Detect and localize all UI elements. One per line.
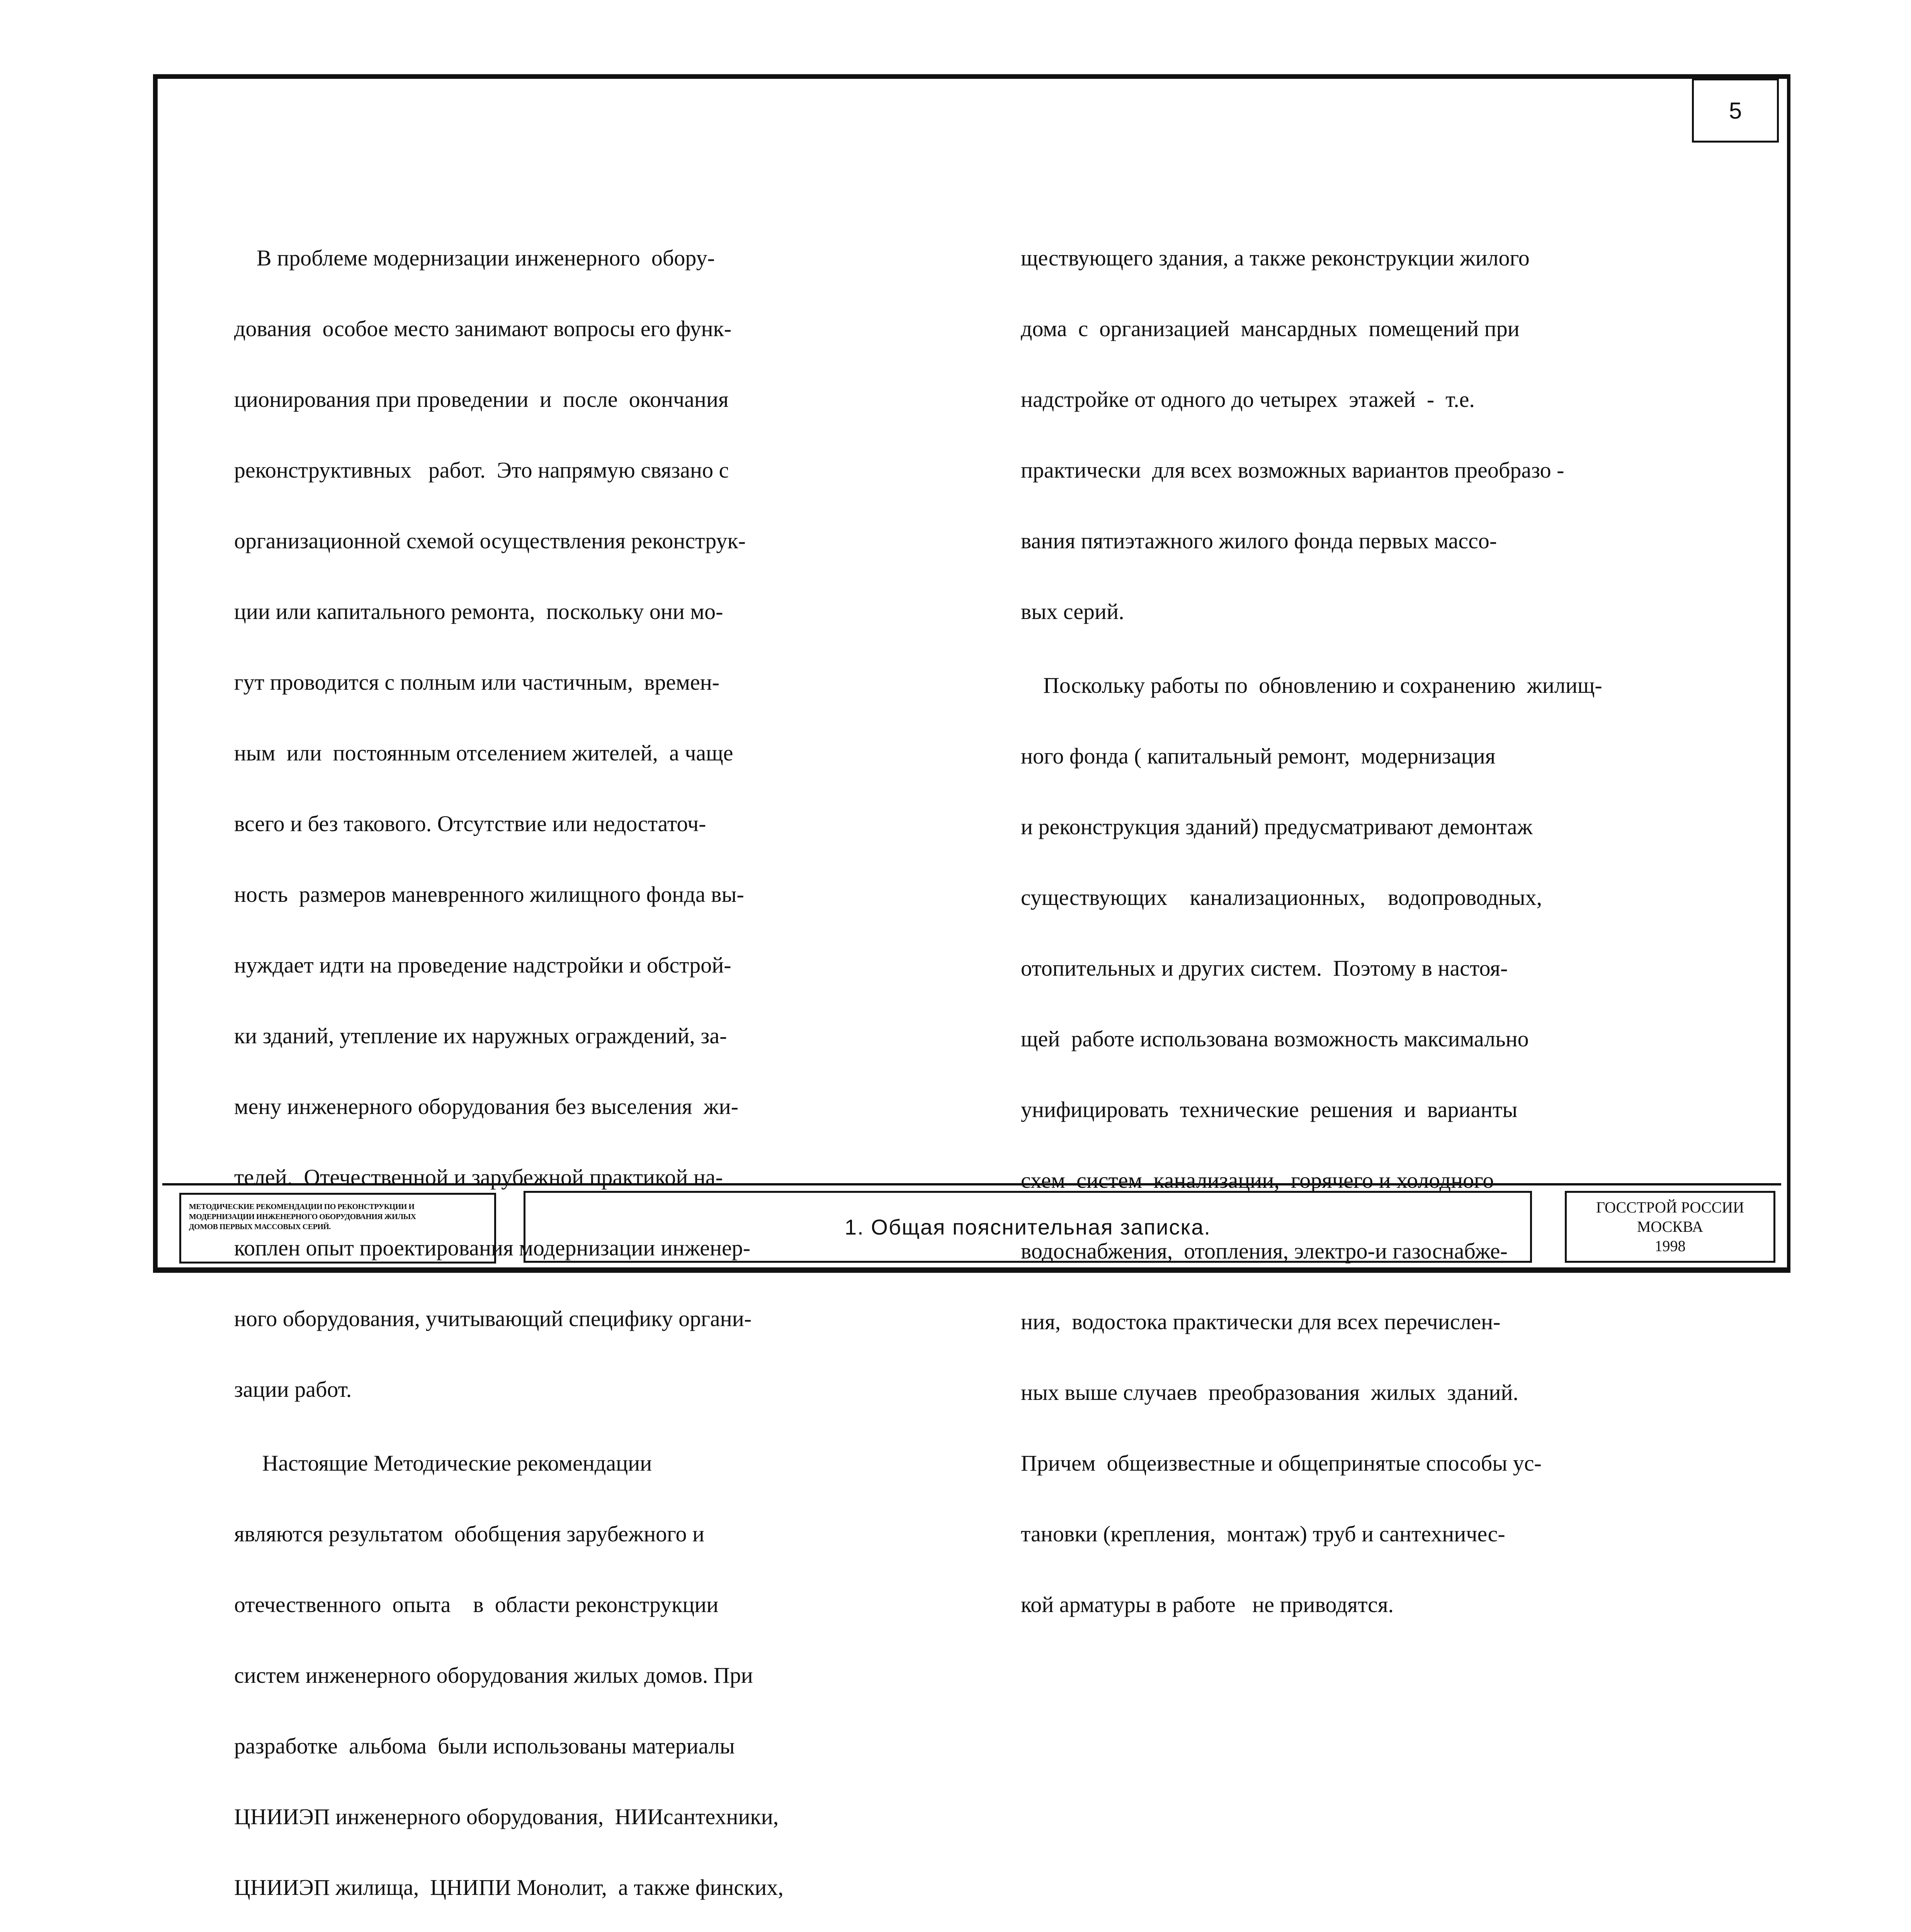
text-line: унифицировать технические решения и варианты (1021, 1097, 1518, 1122)
document-title-line: МОДЕРНИЗАЦИИ ИНЖЕНЕРНОГО ОБОРУДОВАНИЯ ЖИЛЫХ (189, 1213, 416, 1221)
text-line: ционирования при проведении и после окончания (234, 387, 729, 412)
text-line: Причем общеизвестные и общепринятые способы ус- (1021, 1451, 1542, 1476)
text-line: ки зданий, утепление их наружных ограждений, за- (234, 1023, 727, 1048)
text-line: являются результатом обобщения зарубежного и (234, 1521, 705, 1546)
text-line: ность размеров маневренного жилищного фонда вы- (234, 882, 744, 907)
text-line: коплен опыт проектирования модернизации инженер- (234, 1235, 751, 1260)
text-line: ЦНИИЭП инженерного оборудования, НИИсантехники, (234, 1804, 779, 1829)
text-line: всего и без такового. Отсутствие или недостаточ- (234, 811, 706, 836)
text-line: схем систем канализации, горячего и холодного (1021, 1168, 1494, 1193)
text-line: реконструктивных работ. Это напрямую связано с (234, 457, 729, 483)
text-line: ции или капитального ремонта, поскольку они мо- (234, 599, 723, 624)
text-line: зации работ. (234, 1377, 352, 1402)
text-line: отечественного опыта в области реконструкции (234, 1592, 719, 1617)
document-title-cell (179, 1193, 496, 1264)
title-block (158, 1183, 1781, 1271)
document-title-line: ДОМОВ ПЕРВЫХ МАССОВЫХ СЕРИЙ. (189, 1223, 331, 1231)
text-line: Настоящие Методические рекомендации (234, 1451, 652, 1476)
text-line: существующих канализационных, водопроводных, (1021, 885, 1542, 910)
text-line: ЦНИИЭП жилища, ЦНИПИ Монолит, а также финских, (234, 1875, 784, 1900)
page-number-box (1692, 78, 1779, 143)
text-line: систем инженерного оборудования жилых домов. При (234, 1663, 753, 1688)
text-line: вых серий. (1021, 599, 1124, 624)
document-year: 1998 (1654, 1237, 1686, 1255)
text-line: Поскольку работы по обновлению и сохранению жилищ- (1021, 673, 1602, 698)
text-line: телей. Отечественной и зарубежной практикой на- (234, 1165, 723, 1190)
text-line: ния, водостока практически для всех перечислен- (1021, 1309, 1501, 1334)
text-line: дома с организацией мансардных помещений при (1021, 316, 1520, 341)
organization-name: ГОССТРОЙ РОССИИ (1596, 1199, 1744, 1216)
sheet-title-cell (524, 1191, 1532, 1263)
text-line: и реконструкция зданий) предусматривают демонтаж (1021, 814, 1533, 839)
text-line: отопительных и других систем. Поэтому в настоя- (1021, 956, 1508, 981)
page-number: 5 (1729, 97, 1742, 124)
title-block-divider (162, 1183, 1781, 1185)
text-line: ного оборудования, учитывающий специфику органи- (234, 1306, 752, 1331)
text-line: дования особое место занимают вопросы его функ- (234, 316, 732, 341)
text-line: щей работе использована возможность максимально (1021, 1026, 1529, 1051)
text-line: водоснабжения, отопления, электро-и газоснабже- (1021, 1238, 1508, 1264)
text-line: надстройке от одного до четырех этажей - т.е. (1021, 387, 1475, 412)
right-text-column (1021, 199, 1602, 1640)
text-line: разработке альбома были использованы материалы (234, 1733, 735, 1759)
document-title-line: МЕТОДИЧЕСКИЕ РЕКОМЕНДАЦИИ ПО РЕКОНСТРУКЦИИ И (189, 1202, 415, 1211)
left-text-column (234, 199, 867, 1932)
text-line: ного фонда ( капитальный ремонт, модернизация (1021, 743, 1496, 769)
text-line: нуждает идти на проведение надстройки и обстрой- (234, 952, 731, 978)
text-line: тановки (крепления, монтаж) труб и сантехничес- (1021, 1521, 1505, 1546)
text-line: кой арматуры в работе не приводятся. (1021, 1592, 1394, 1617)
text-line: мену инженерного оборудования без выселения жи- (234, 1094, 739, 1119)
text-line: ных выше случаев преобразования жилых зданий. (1021, 1380, 1518, 1405)
text-line: организационной схемой осуществления реконструк- (234, 528, 746, 553)
organization-cell (1565, 1191, 1775, 1263)
organization-city: МОСКВА (1637, 1218, 1704, 1235)
text-line: В проблеме модернизации инженерного обору- (234, 245, 715, 270)
text-line: ным или постоянным отселением жителей, а чаще (234, 740, 733, 765)
text-line: ществующего здания, а также реконструкции жилого (1021, 245, 1530, 270)
text-line: практически для всех возможных вариантов преобразо - (1021, 457, 1564, 483)
text-line: вания пятиэтажного жилого фонда первых массо- (1021, 528, 1497, 553)
text-line: гут проводится с полным или частичным, времен- (234, 670, 720, 695)
sheet-title: 1. Общая пояснительная записка. (845, 1214, 1211, 1239)
